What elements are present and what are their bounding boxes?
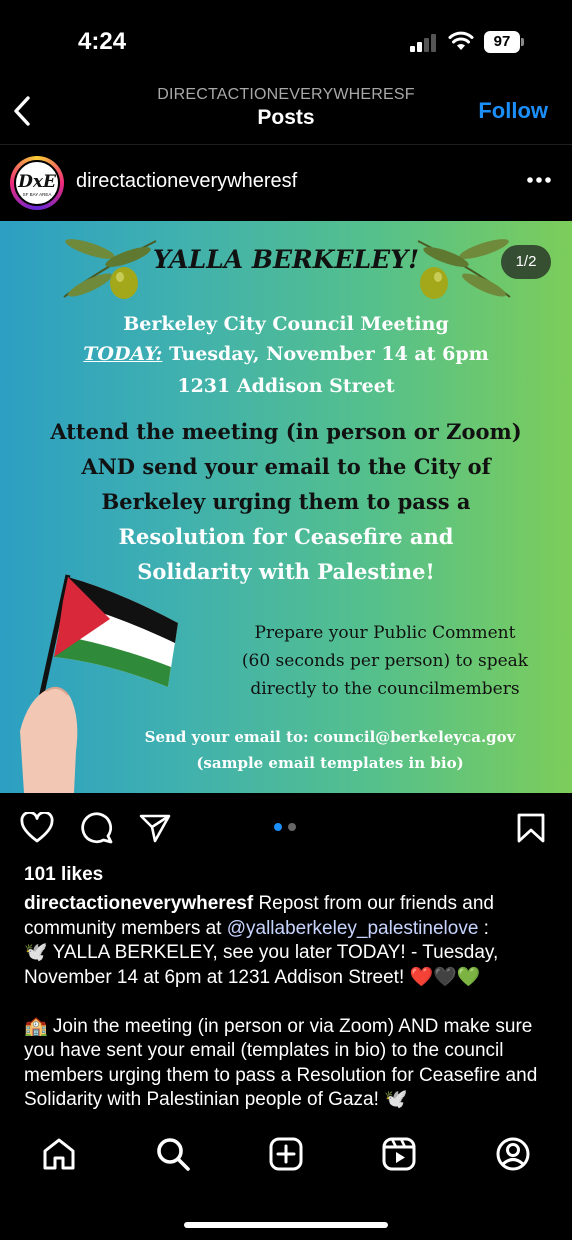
post-caption: [24, 892, 554, 1137]
post-username[interactable]: directactioneverywheresf: [76, 170, 298, 192]
create-icon[interactable]: [268, 1136, 304, 1172]
page-title: Posts: [257, 106, 315, 129]
home-indicator[interactable]: [184, 1222, 388, 1228]
avatar[interactable]: [10, 156, 64, 210]
status-time: 4:24: [78, 28, 127, 55]
sample-template-line: (sample email templates in bio): [196, 754, 464, 772]
post-header: [0, 150, 572, 216]
image-line: AND send your email to the City of: [81, 454, 491, 479]
image-line: Berkeley City Council Meeting: [123, 313, 449, 335]
bottom-tab-bar: [0, 1118, 572, 1240]
avatar-logo-subtext: SF BAY AREA: [22, 192, 52, 197]
caption-text: 🕊️ YALLA BERKELEY, see you later TODAY! - Tuesday, November 14 at 6pm at 1231 Addison Street! ❤️🖤💚: [24, 942, 499, 988]
post-actions: [0, 800, 572, 856]
status-bar: [0, 0, 572, 80]
post-image[interactable]: [0, 221, 572, 793]
image-line: Resolution for Ceasefire and: [118, 524, 454, 549]
follow-button[interactable]: Follow: [478, 98, 548, 123]
carousel-dot: [288, 823, 296, 831]
send-email-line: Send your email to: council@berkeleyca.gov: [144, 728, 516, 746]
battery-level: 97: [484, 31, 520, 53]
prep-line: Prepare your Public Comment: [254, 623, 516, 643]
send-icon[interactable]: [138, 812, 172, 844]
home-icon[interactable]: [41, 1136, 77, 1172]
heart-icon[interactable]: [20, 812, 54, 844]
search-icon[interactable]: [155, 1136, 191, 1172]
image-line: 1231 Addison Street: [177, 375, 395, 397]
caption-paragraph: 🏫 Join the meeting (in person or via Zoom) AND make sure you have sent your email (templates in bio) to the council members urging them to pass a Resolution for Ceasefire and Solidarity with Palestinian people of Gaza! 🕊️: [24, 1015, 538, 1110]
more-horizontal-icon[interactable]: [526, 176, 552, 184]
today-label: TODAY:: [83, 343, 163, 365]
image-line: Solidarity with Palestine!: [137, 559, 435, 584]
image-line-date: [0, 343, 572, 365]
battery-icon: [484, 31, 524, 53]
wifi-icon: [448, 30, 474, 52]
cellular-signal-icon: [410, 34, 438, 52]
top-nav: [0, 80, 572, 144]
image-line: Berkeley urging them to pass a: [101, 489, 471, 514]
reels-icon[interactable]: [381, 1136, 417, 1172]
caption-text: :: [478, 917, 489, 939]
image-title: YALLA BERKELEY!: [152, 245, 420, 274]
carousel-dot-active: [274, 823, 282, 831]
caption-mention[interactable]: @yallaberkeley_palestinelove: [226, 917, 479, 939]
like-count[interactable]: 101 likes: [24, 864, 104, 885]
carousel-dots: [274, 823, 300, 831]
nav-account-name: DIRECTACTIONEVERYWHERESF: [157, 86, 415, 103]
date-text: Tuesday, November 14 at 6pm: [162, 343, 489, 365]
comment-icon[interactable]: [80, 812, 114, 844]
image-line: Attend the meeting (in person or Zoom): [50, 419, 522, 444]
carousel-page-badge: 1/2: [501, 245, 551, 279]
header-divider: [0, 144, 572, 145]
prep-line: (60 seconds per person) to speak: [241, 651, 529, 671]
caption-username[interactable]: directactioneverywheresf: [24, 893, 254, 914]
prep-line: directly to the councilmembers: [250, 679, 520, 699]
caption-text: Repost from our friends and community members at: [24, 893, 494, 939]
avatar-logo-text: DxE: [18, 172, 56, 192]
profile-icon[interactable]: [495, 1136, 531, 1172]
bookmark-icon[interactable]: [514, 812, 548, 844]
